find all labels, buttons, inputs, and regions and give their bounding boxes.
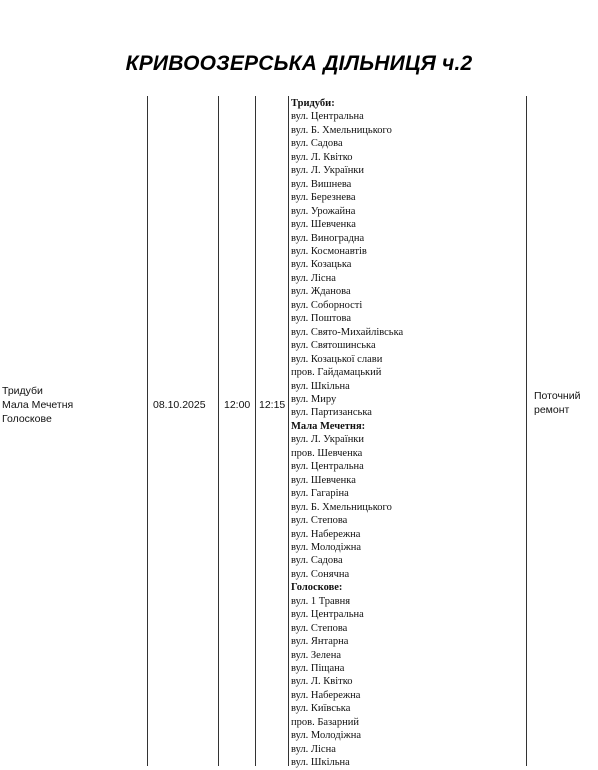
- settlements-cell: [2, 384, 145, 426]
- end-time-cell: 12:15: [259, 399, 286, 411]
- street-item: вул. Б. Хмельницького: [291, 501, 392, 513]
- street-item: вул. Жданова: [291, 286, 351, 298]
- street-item: вул. Центральна: [291, 461, 364, 473]
- street-item: вул. Піщана: [291, 663, 345, 675]
- street-item: вул. Садова: [291, 555, 343, 567]
- street-item: вул. Молодіжна: [291, 541, 362, 553]
- column-divider: [288, 96, 289, 766]
- column-divider: [255, 96, 256, 766]
- street-item: пров. Гайдамацький: [291, 367, 382, 379]
- street-item: вул. Шевченка: [291, 474, 356, 486]
- street-item: вул. Шевченка: [291, 219, 356, 231]
- street-item: вул. Л. Квітко: [291, 676, 353, 688]
- street-item: вул. Шкільна: [291, 757, 350, 769]
- street-item: вул. Л. Квітко: [291, 151, 353, 163]
- street-item: вул. Свято-Михайлівська: [291, 326, 404, 338]
- reason-cell: [534, 389, 596, 417]
- column-divider: [147, 96, 148, 766]
- settlement-name: Голоскове: [2, 413, 52, 425]
- settlement-heading: Мала Мечетня:: [291, 420, 366, 432]
- street-item: вул. Партизанська: [291, 407, 372, 419]
- street-item: вул. Урожайна: [291, 205, 356, 217]
- street-item: вул. Соборності: [291, 299, 363, 311]
- column-divider: [218, 96, 219, 766]
- street-item: вул. Л. Українки: [291, 434, 365, 446]
- street-item: вул. Козацька: [291, 259, 352, 271]
- street-item: вул. Молодіжна: [291, 730, 362, 742]
- street-item: вул. Святошинська: [291, 340, 376, 352]
- street-item: вул. Березнева: [291, 192, 356, 204]
- street-item: вул. Сонячна: [291, 568, 350, 580]
- street-item: вул. Виноградна: [291, 232, 365, 244]
- streets-cell: [291, 97, 523, 770]
- settlement-heading: Тридуби:: [291, 98, 335, 109]
- street-item: вул. Степова: [291, 622, 348, 634]
- reason-line: Поточний: [534, 390, 581, 402]
- street-item: пров. Базарний: [291, 716, 359, 728]
- page-title: КРИВООЗЕРСЬКА ДІЛЬНИЦЯ ч.2: [125, 52, 473, 75]
- street-item: вул. Миру: [291, 393, 337, 405]
- street-item: вул. Набережна: [291, 689, 361, 701]
- street-item: вул. 1 Травня: [291, 595, 351, 607]
- street-item: пров. Шевченка: [291, 447, 363, 459]
- street-item: вул. Космонавтів: [291, 245, 367, 257]
- street-item: вул. Центральна: [291, 609, 364, 621]
- settlement-name: Тридуби: [2, 385, 43, 397]
- street-item: вул. Київська: [291, 703, 351, 715]
- date-cell: 08.10.2025: [153, 399, 206, 411]
- street-item: вул. Лісна: [291, 743, 336, 755]
- street-item: вул. Вишнева: [291, 178, 352, 190]
- column-divider: [526, 96, 527, 766]
- street-item: вул. Поштова: [291, 313, 351, 325]
- street-item: вул. Гагаріна: [291, 488, 349, 500]
- street-item: вул. Козацької слави: [291, 353, 383, 365]
- street-item: вул. Шкільна: [291, 380, 350, 392]
- street-item: вул. Степова: [291, 515, 348, 527]
- settlement-heading: Голоскове:: [291, 582, 343, 594]
- street-item: вул. Лісна: [291, 272, 336, 284]
- street-item: вул. Центральна: [291, 111, 364, 123]
- settlement-name: Мала Мечетня: [2, 399, 74, 411]
- reason-line: ремонт: [534, 404, 570, 416]
- street-item: вул. Л. Українки: [291, 165, 365, 177]
- start-time-cell: 12:00: [224, 399, 251, 411]
- street-item: вул. Янтарна: [291, 636, 349, 648]
- street-item: вул. Б. Хмельницького: [291, 124, 392, 136]
- street-item: вул. Зелена: [291, 649, 341, 661]
- street-item: вул. Набережна: [291, 528, 361, 540]
- street-item: вул. Садова: [291, 138, 343, 150]
